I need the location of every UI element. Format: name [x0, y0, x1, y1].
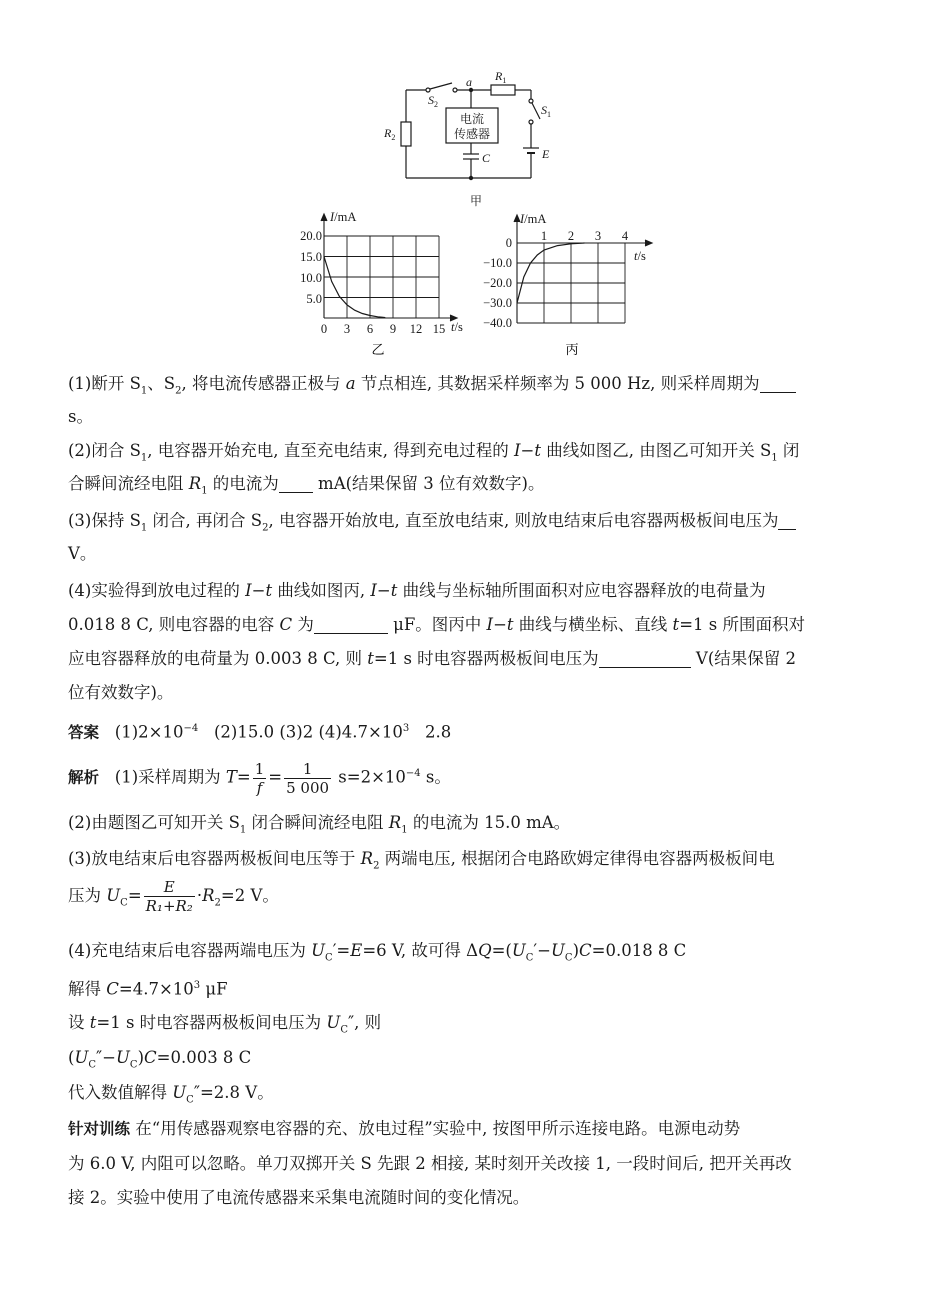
sensor-label-line1: 电流: [459, 112, 485, 126]
bing-xtick-1: 2: [567, 229, 575, 243]
r1-label: $R_1$: [495, 69, 507, 85]
analysis-line6: 解得 $C=4.7\times 10^3$ μF: [68, 979, 228, 999]
figure-jia-caption: 甲: [469, 194, 483, 208]
q1-line1: (1)断开 $S_1$、$S_2$, 将电流传感器正极与 a 节点相连, 其数据采样频率为 5 000 Hz, 则采样周期为: [68, 367, 898, 407]
q3-line2: V。: [68, 544, 97, 563]
yi-xtick-4: 12: [409, 322, 423, 336]
figure-bing-caption: 丙: [565, 343, 579, 358]
yi-xtick-0: 0: [320, 322, 328, 336]
fraction-e-over-r: $\frac{E}{\text{R₁+R₂}}$: [145, 878, 193, 915]
bing-ytick-1: −10.0: [483, 256, 512, 270]
analysis-line3: (3)放电结束后电容器两极板间电压等于 $R_2$ 两端电压, 根据闭合电路欧姆定律得电容器两极板间电: [68, 849, 775, 872]
analysis-line7: 设 t=1 s 时电容器两极板间电压为 $U_C''$, 则: [68, 1013, 382, 1036]
bing-ytick-0: 0: [505, 236, 512, 250]
q4-line1: (4)实验得到放电过程的 I−t 曲线如图丙, I−t 曲线与坐标轴所围面积对应电容器释放的电荷量为: [68, 581, 766, 600]
bing-xtick-0: 1: [540, 229, 548, 243]
q3-answer-blank[interactable]: [778, 511, 796, 530]
chart-bing: [470, 210, 670, 360]
bing-xtick-3: 4: [621, 229, 629, 243]
bing-ytick-2: −20.0: [483, 276, 512, 290]
training-label: 针对训练: [68, 1120, 131, 1138]
analysis-line9: 代入数值解得 $U_C''=2.8$ V。: [68, 1083, 274, 1106]
s1-label: $S_1$: [541, 103, 551, 119]
sensor-label-line2: 传感器: [453, 127, 491, 141]
bing-x-arrow: [645, 240, 652, 246]
analysis-line5: (4)充电结束后电容器两端电压为 $U_C'=E=6$ V, 故可得 $\Delta Q=(U_C'-U_C)C=0.018$ 8 C: [68, 941, 687, 964]
q4-capacitance-blank[interactable]: [314, 615, 388, 634]
chart-yi: [290, 210, 480, 360]
q2-answer-blank[interactable]: [279, 474, 313, 493]
yi-xtick-5: 15: [432, 322, 446, 336]
q4-voltage-blank[interactable]: [599, 649, 691, 668]
bing-xlabel: t/s: [634, 249, 646, 263]
yi-ytick-2: 10.0: [300, 271, 322, 285]
analysis-line4: 压为 $U_C=$ $\frac{E}{\text{R₁+R₂}}$ $\cdot R_2=2$ V。: [68, 878, 279, 915]
yi-charging-curve: [324, 257, 385, 318]
yi-ytick-3: 5.0: [306, 292, 322, 306]
circuit-diagram: [370, 62, 570, 212]
analysis-line8: $(U_C''-U_C)C=0.003$ 8 C: [68, 1048, 252, 1071]
q2-line1: (2)闭合 $S_1$, 电容器开始充电, 直至充电结束, 得到充电过程的 I−t 曲线如图乙, 由图乙可知开关 $S_1$ 闭: [68, 441, 800, 464]
c-label: C: [482, 151, 491, 165]
analysis-line2: (2)由题图乙可知开关 $S_1$ 闭合瞬间流经电阻 $R_1$ 的电流为 15.0 mA。: [68, 813, 571, 836]
yi-ytick-0: 20.0: [300, 229, 322, 243]
yi-xlabel: t/s: [451, 320, 463, 334]
training-line3: 接 2。实验中使用了电流传感器来采集电流随时间的变化情况。: [68, 1188, 530, 1207]
yi-ytick-1: 15.0: [300, 250, 322, 264]
training-line1: 针对训练 在“用传感器观察电容器的充、放电过程”实验中, 按图甲所示连接电路。电源电动势: [68, 1119, 741, 1138]
bing-ytick-3: −30.0: [483, 296, 512, 310]
training-line2: 为 6.0 V, 内阻可以忽略。单刀双掷开关 S 先跟 2 相接, 某时刻开关改接 1, 一段时间后, 把开关再改: [68, 1154, 792, 1173]
answer-line: 答案 $(1)2\times 10^{-4}$ (2)15.0 (3)2 $(4)4.7\times 10^3$ 2.8: [68, 722, 452, 742]
bing-discharging-curve: [517, 243, 585, 303]
answer-label: 答案: [68, 723, 100, 742]
q2-line2: 合瞬间流经电阻 $R_1$ 的电流为 mA(结果保留 3 位有效数字)。: [68, 474, 545, 497]
analysis-label: 解析: [68, 768, 100, 787]
node-a-label: a: [466, 75, 472, 89]
bing-xtick-2: 3: [594, 229, 602, 243]
q3-line1: (3)保持 $S_1$ 闭合, 再闭合 $S_2$, 电容器开始放电, 直至放电结束, 则放电结束后电容器两极板间电压为: [68, 504, 898, 544]
fraction-1-over-5000: $\frac{1}{5 000}$: [286, 759, 330, 797]
fraction-1-over-f: $\frac{1}{f}$: [254, 759, 265, 797]
figure-yi-caption: 乙: [371, 343, 385, 358]
e-label: E: [542, 147, 550, 161]
yi-xtick-2: 6: [366, 322, 374, 336]
yi-ylabel: I/mA: [330, 210, 357, 224]
q4-line3: 应电容器释放的电荷量为 0.003 8 C, 则 t=1 s 时电容器两极板间电压为 V(结果保留 2: [68, 649, 797, 668]
bing-ylabel: I/mA: [520, 212, 547, 226]
q4-line2: 0.018 8 C, 则电容器的电容 C 为 μF。图丙中 I−t 曲线与横坐标、直线 t=1 s 所围面积对: [68, 615, 805, 634]
q1-answer-blank[interactable]: [760, 374, 796, 393]
bing-ytick-4: −40.0: [483, 316, 512, 330]
q1-line2: s。: [68, 407, 93, 426]
yi-y-arrow: [321, 214, 327, 221]
q4-line4: 位有效数字)。: [68, 683, 174, 702]
yi-xtick-1: 3: [343, 322, 351, 336]
analysis-line1: 解析 (1)采样周期为 T= $\frac{1}{f}$ = $\frac{1}{5 000}$ $s=2\times 10^{-4}$ s。: [68, 759, 451, 797]
r2-label: $R_2$: [384, 126, 396, 142]
s2-label: $S_2$: [428, 93, 438, 109]
yi-xtick-3: 9: [389, 322, 397, 336]
